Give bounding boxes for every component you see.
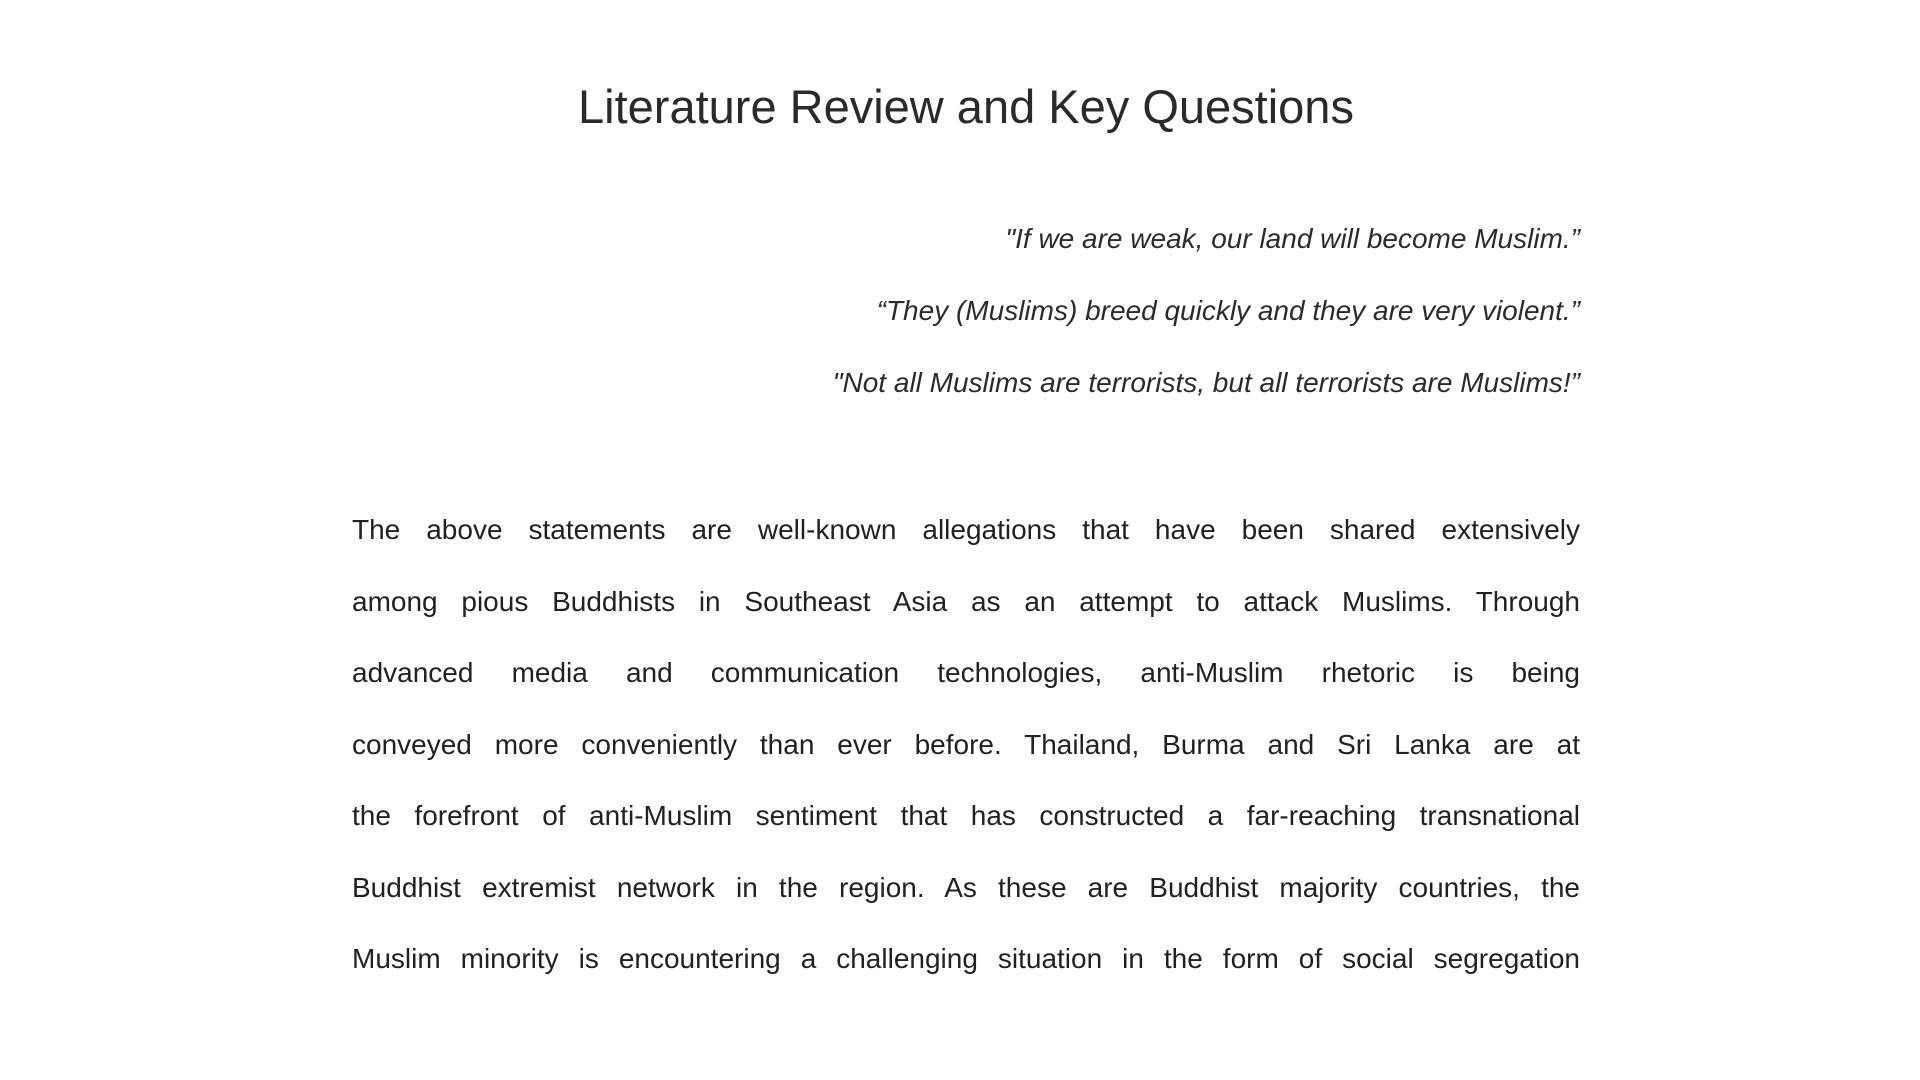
body-paragraph — [352, 494, 1580, 995]
paragraph-line: The above statements are well-known allegations that have been shared extensively — [352, 514, 1580, 546]
quote-line: "If we are weak, our land will become Muslim.” — [1005, 223, 1580, 255]
paragraph-line: conveyed more conveniently than ever before. Thailand, Burma and Sri Lanka are at — [352, 728, 1580, 760]
paragraph-line: Buddhist extremist network in the region. As these are Buddhist majority countries, the — [352, 871, 1580, 903]
page-content — [352, 0, 1580, 995]
paragraph-line: the forefront of anti-Muslim sentiment that has constructed a far-reaching transnational — [352, 800, 1580, 832]
paragraph-line: among pious Buddhists in Southeast Asia as an attempt to attack Muslims. Through — [352, 585, 1580, 617]
quote-line: "Not all Muslims are terrorists, but all terrorists are Muslims!” — [832, 367, 1580, 399]
paragraph-line: Muslim minority is encountering a challenging situation in the form of social segregation — [352, 943, 1580, 975]
paragraph-line: advanced media and communication technologies, anti-Muslim rhetoric is being — [352, 657, 1580, 689]
page-title: Literature Review and Key Questions — [578, 80, 1354, 133]
epigraph-quotes — [352, 203, 1580, 419]
quote-line: “They (Muslims) breed quickly and they are very violent.” — [876, 295, 1580, 327]
